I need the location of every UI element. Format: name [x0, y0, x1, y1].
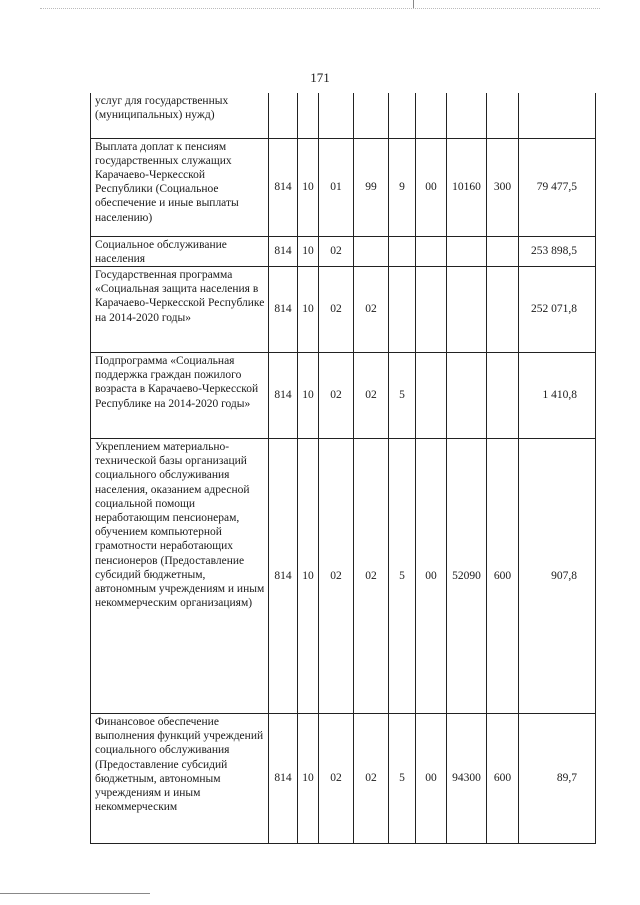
- row-csr-event: [416, 352, 447, 438]
- row-csr-event: 00: [416, 438, 447, 713]
- row-name: Государственная программа «Социальная защита населения в Карачаево-Черкесской Республике на 2014-2020 годы»: [91, 266, 269, 352]
- row-csr-subprogram: 5: [389, 352, 416, 438]
- row-csr-direction: 10160: [447, 138, 487, 236]
- row-ved: 814: [269, 352, 298, 438]
- table-row: [91, 266, 596, 352]
- row-csr-subprogram: [389, 266, 416, 352]
- row-csr-direction: 94300: [447, 713, 487, 843]
- row-csr-direction: [447, 266, 487, 352]
- row-csr-subprogram: [389, 236, 416, 266]
- row-vr: 600: [487, 713, 519, 843]
- row-amount: 79 477,5: [519, 138, 596, 236]
- row-name: Выплата доплат к пенсиям государственных служащих Карачаево-Черкесской Республики (Социальное обеспечение и иные выплаты населению): [91, 138, 269, 236]
- row-pr: [319, 93, 354, 138]
- row-csr-subprogram: [389, 93, 416, 138]
- row-csr-event: [416, 236, 447, 266]
- row-rz: 10: [298, 266, 319, 352]
- row-amount: 252 071,8: [519, 266, 596, 352]
- row-csr-program: 02: [354, 266, 389, 352]
- row-vr: [487, 236, 519, 266]
- table-row: [91, 138, 596, 236]
- row-name: Подпрограмма «Социальная поддержка граждан пожилого возраста в Карачаево-Черкесской Республике на 2014-2020 годы»: [91, 352, 269, 438]
- row-csr-direction: 52090: [447, 438, 487, 713]
- row-ved: 814: [269, 138, 298, 236]
- row-csr-subprogram: 9: [389, 138, 416, 236]
- row-pr: 02: [319, 713, 354, 843]
- row-csr-program: 02: [354, 352, 389, 438]
- table-row: [91, 438, 596, 713]
- row-csr-event: 00: [416, 138, 447, 236]
- budget-table: [90, 93, 596, 844]
- row-csr-program: [354, 236, 389, 266]
- scan-edge-line: [40, 8, 600, 9]
- row-csr-subprogram: 5: [389, 713, 416, 843]
- row-csr-event: 00: [416, 713, 447, 843]
- row-rz: 10: [298, 138, 319, 236]
- table-row: [91, 236, 596, 266]
- row-vr: 300: [487, 138, 519, 236]
- scan-edge-tick: [413, 0, 414, 8]
- page-number: 171: [310, 70, 330, 85]
- row-rz: 10: [298, 713, 319, 843]
- row-csr-subprogram: 5: [389, 438, 416, 713]
- row-vr: [487, 352, 519, 438]
- row-name: Финансовое обеспечение выполнения функций учреждений социального обслуживания (Предоставление субсидий бюджетным, автономным учреждениям и иным некоммерческим: [91, 713, 269, 843]
- row-csr-event: [416, 266, 447, 352]
- row-amount: 907,8: [519, 438, 596, 713]
- row-pr: 02: [319, 236, 354, 266]
- row-ved: 814: [269, 713, 298, 843]
- row-pr: 02: [319, 438, 354, 713]
- row-pr: 01: [319, 138, 354, 236]
- row-name: Социальное обслуживание населения: [91, 236, 269, 266]
- row-pr: 02: [319, 266, 354, 352]
- row-csr-direction: [447, 352, 487, 438]
- row-ved: [269, 93, 298, 138]
- row-vr: 600: [487, 438, 519, 713]
- row-ved: 814: [269, 438, 298, 713]
- row-rz: 10: [298, 236, 319, 266]
- row-vr: [487, 266, 519, 352]
- row-rz: 10: [298, 352, 319, 438]
- row-amount: 253 898,5: [519, 236, 596, 266]
- row-rz: 10: [298, 438, 319, 713]
- table-row: [91, 352, 596, 438]
- row-csr-program: 99: [354, 138, 389, 236]
- row-ved: 814: [269, 236, 298, 266]
- table-row: [91, 93, 596, 138]
- scan-edge-line-bottom: [0, 893, 150, 894]
- row-ved: 814: [269, 266, 298, 352]
- row-amount: 89,7: [519, 713, 596, 843]
- row-amount: 1 410,8: [519, 352, 596, 438]
- row-csr-program: 02: [354, 713, 389, 843]
- row-csr-direction: [447, 236, 487, 266]
- row-csr-program: 02: [354, 438, 389, 713]
- row-pr: 02: [319, 352, 354, 438]
- row-csr-direction: [447, 93, 487, 138]
- row-vr: [487, 93, 519, 138]
- row-csr-event: [416, 93, 447, 138]
- row-name: Укреплением материально-технической базы организаций социального обслуживания населения, оказанием адресной социальной помощи неработающим пенсионерам, обучением компьютерной грамотности неработающих пенсионеров (Предоставление субсидий бюджетным, автономным учреждениям и иным некоммерческим организациям): [91, 438, 269, 713]
- row-csr-program: [354, 93, 389, 138]
- row-name: услуг для государственных (муниципальных) нужд): [91, 93, 269, 138]
- row-amount: [519, 93, 596, 138]
- row-rz: [298, 93, 319, 138]
- table-row: [91, 713, 596, 843]
